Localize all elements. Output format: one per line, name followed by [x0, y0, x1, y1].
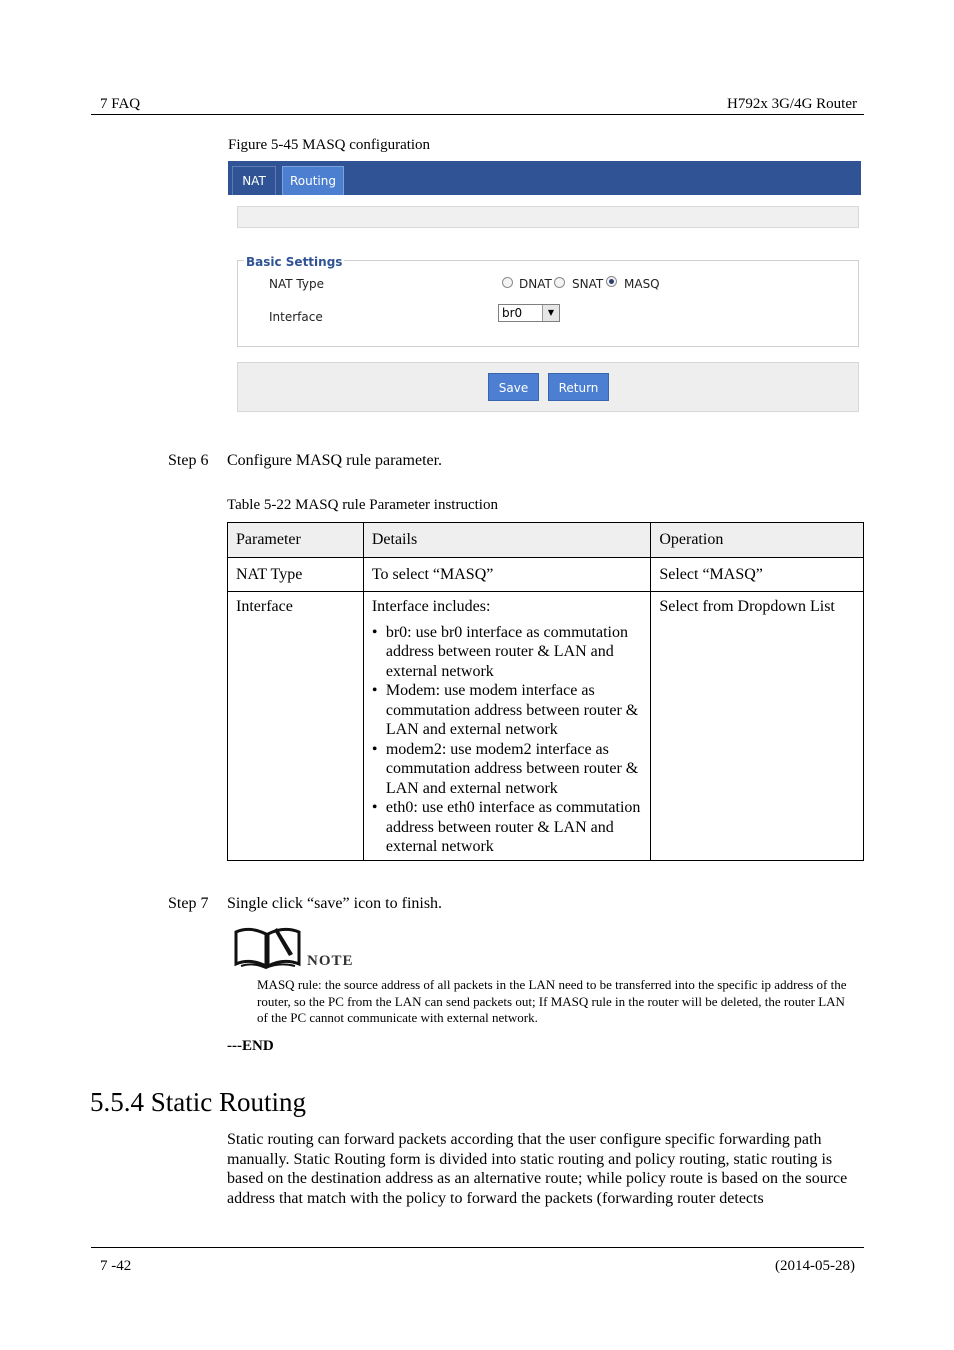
radio-snat-label: SNAT	[572, 277, 604, 291]
chevron-down-icon[interactable]: ▼	[542, 305, 559, 321]
header-chapter: 7 FAQ	[100, 96, 141, 112]
interface-select-value: br0	[502, 306, 523, 320]
step6-label: Step 6	[168, 452, 209, 469]
step7-text: Single click “save” icon to finish.	[227, 895, 443, 912]
cell-details: To select “MASQ”	[363, 558, 651, 592]
column-header-parameter: Parameter	[228, 523, 364, 558]
table-header-row	[228, 523, 864, 558]
save-button[interactable]: Save	[488, 373, 539, 401]
radio-dnat[interactable]	[502, 277, 513, 288]
section-heading: 5.5.4 Static Routing	[90, 1087, 306, 1117]
list-item: • eth0: use eth0 interface as commutation address between router & LAN and external network	[372, 798, 643, 857]
section-paragraph: Static routing can forward packets according that the user configure specific forwarding path manually. Static Routing form is divided into static routing and policy routing, static routing is based on the destination address as an alternative route; while policy route is based on the source address that match with the policy to forward the packets (forwarding router detects	[227, 1131, 848, 1207]
header-product: H792x 3G/4G Router	[727, 96, 857, 112]
tab-bar	[228, 161, 861, 195]
radio-snat[interactable]	[554, 277, 565, 288]
list-item: • Modem: use modem interface as commutation address between router & LAN and external network	[372, 681, 643, 740]
details-intro: Interface includes:	[371, 598, 491, 615]
header-rule	[91, 114, 864, 115]
nat-type-label: NAT Type	[269, 277, 324, 291]
basic-settings-legend: Basic Settings	[246, 255, 343, 269]
end-marker: ---END	[227, 1038, 274, 1054]
cell-parameter: Interface	[228, 592, 364, 861]
page-number: 7 -42	[100, 1258, 132, 1274]
interface-select[interactable]	[498, 304, 560, 322]
masq-parameter-table	[227, 522, 864, 861]
interface-options-list	[372, 623, 643, 857]
table-caption: Table 5-22 MASQ rule Parameter instruction	[227, 497, 498, 513]
tab-routing[interactable]: Routing	[282, 166, 344, 195]
book-note-icon	[233, 924, 303, 970]
list-item: • br0: use br0 interface as commutation address between router & LAN and external network	[372, 623, 643, 682]
note-title: NOTE	[307, 953, 354, 969]
column-header-operation: Operation	[651, 523, 864, 558]
radio-dnat-label: DNAT	[519, 277, 552, 291]
table-row	[228, 558, 864, 592]
note-text: MASQ rule: the source address of all packets in the LAN need to be transferred into the specific ip address of the router, so the PC from the LAN can send packets out; If MASQ rule in the router will be deleted, the router LAN of the PC cannot communicate with external network.	[257, 977, 847, 1025]
radio-masq[interactable]	[606, 276, 617, 287]
column-header-details: Details	[363, 523, 651, 558]
interface-label: Interface	[269, 310, 323, 324]
footer-date: (2014-05-28)	[775, 1258, 855, 1274]
table-row	[228, 592, 864, 861]
cell-details	[363, 592, 651, 861]
footer-rule	[91, 1247, 864, 1248]
figure-caption: Figure 5-45 MASQ configuration	[228, 137, 431, 153]
return-button[interactable]: Return	[548, 373, 609, 401]
tab-nat[interactable]: NAT	[232, 166, 276, 195]
cell-operation: Select from Dropdown List	[651, 592, 864, 861]
radio-masq-label: MASQ	[624, 277, 660, 291]
cell-parameter: NAT Type	[228, 558, 364, 592]
cell-operation: Select “MASQ”	[651, 558, 864, 592]
step6-text: Configure MASQ rule parameter.	[227, 452, 443, 469]
toolbar-strip	[237, 206, 859, 228]
list-item: • modem2: use modem2 interface as commutation address between router & LAN and external network	[372, 740, 643, 799]
masq-config-screenshot	[228, 161, 861, 416]
step7-label: Step 7	[168, 895, 209, 912]
